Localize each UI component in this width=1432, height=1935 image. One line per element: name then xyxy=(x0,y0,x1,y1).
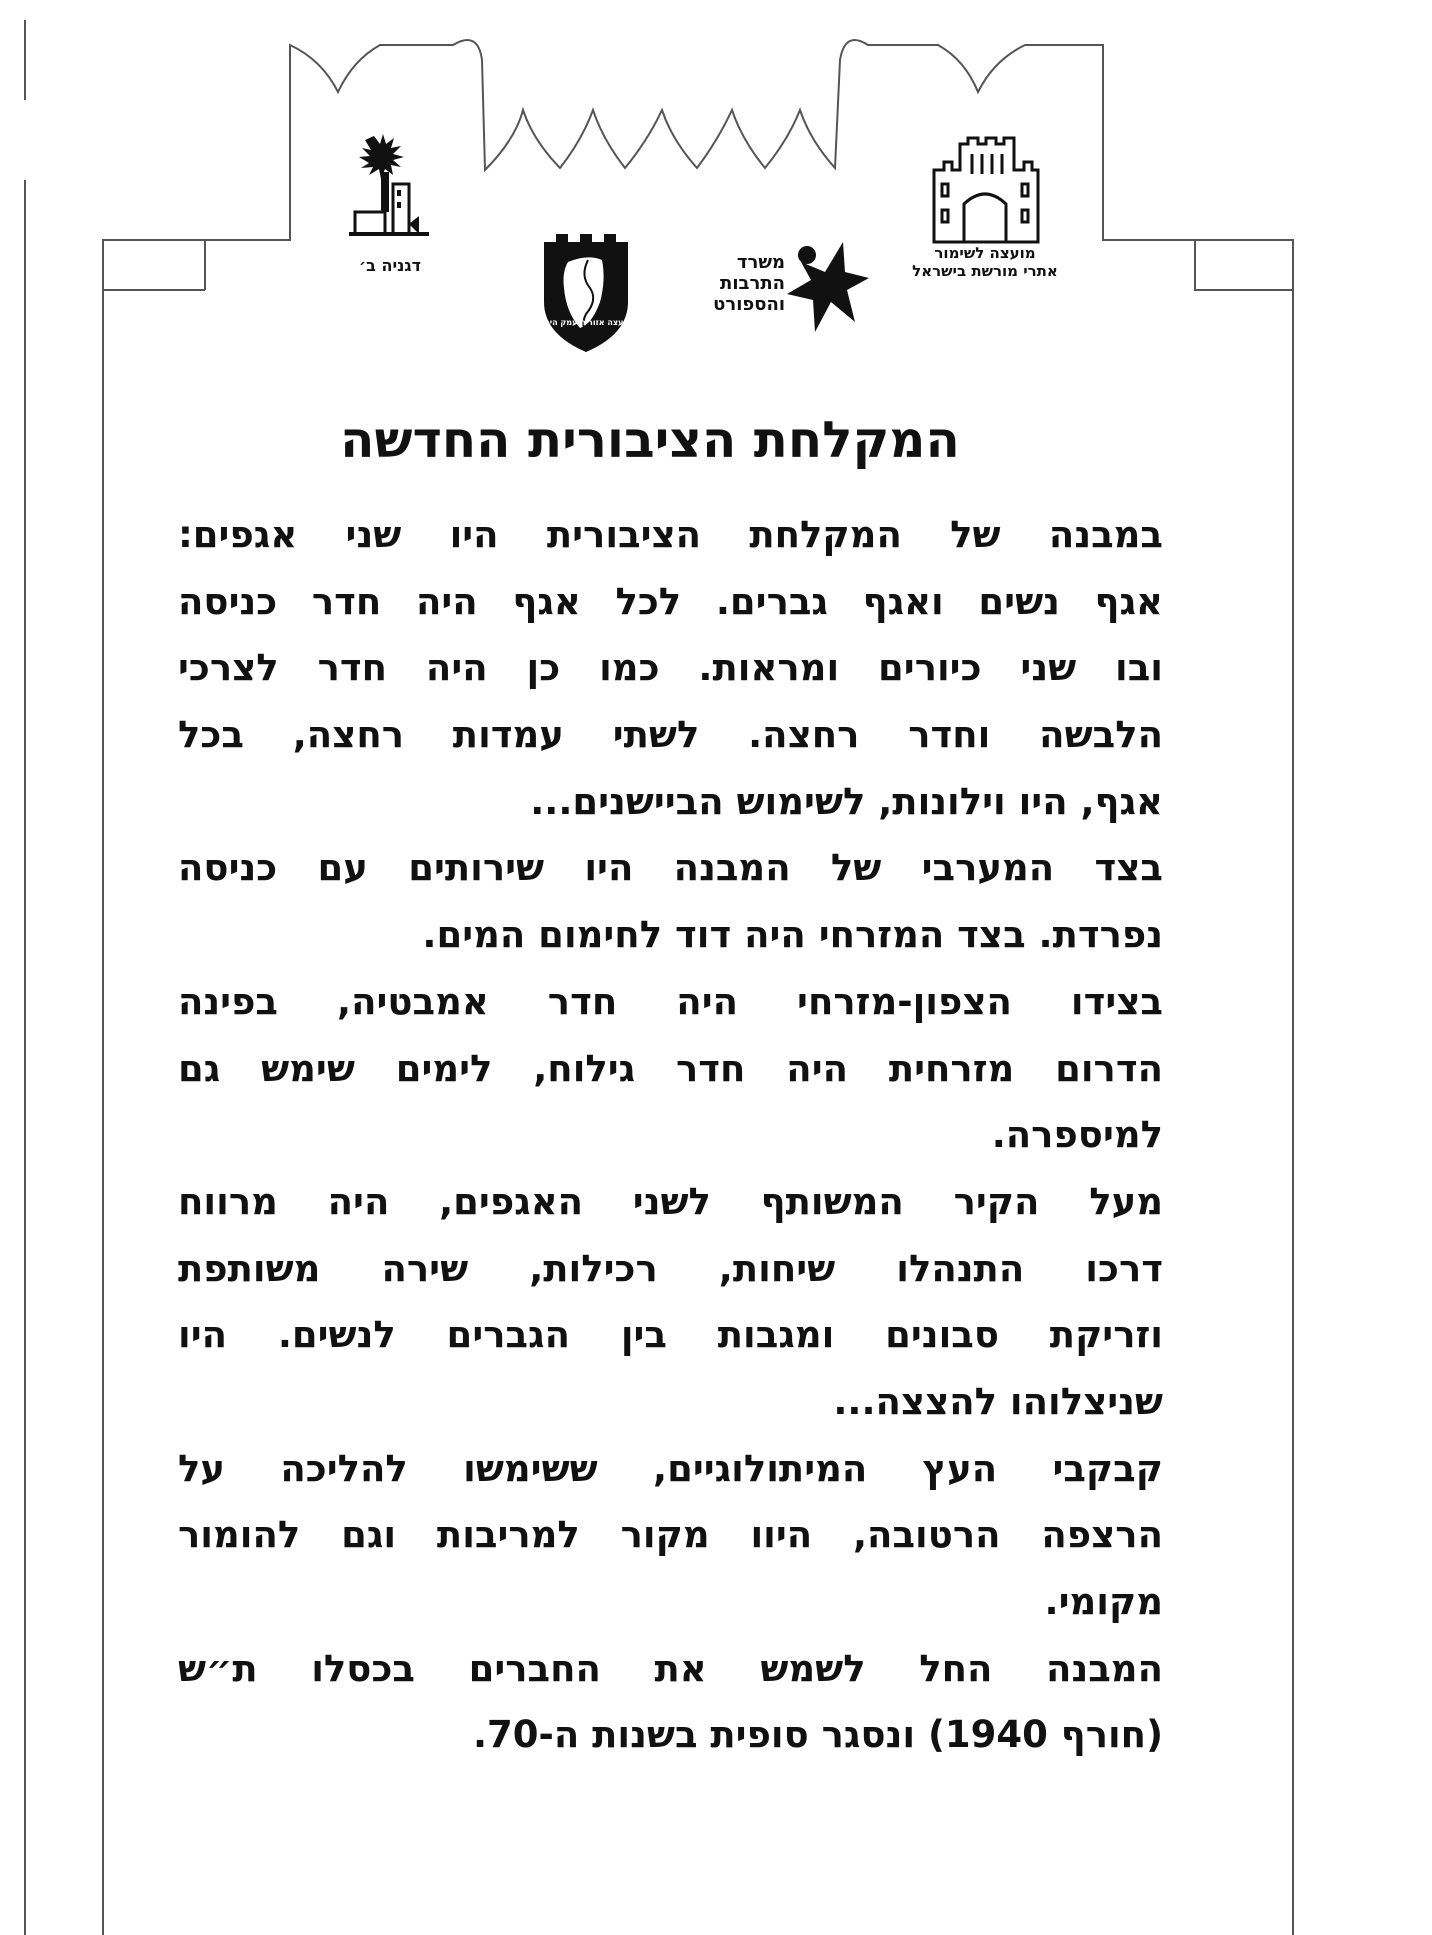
body-line: דרכו התנהלו שיחות, רכילות, שירה משותפת xyxy=(178,1246,1163,1290)
castle-gate-icon xyxy=(930,134,1040,244)
body-line: אגף נשים ואגף גברים. לכל אגף היה חדר כניסה xyxy=(178,579,1163,623)
star-figure-icon xyxy=(785,240,870,335)
body-line: נפרדת. בצד המזרחי היה דוד לחימום המים. xyxy=(422,913,1163,957)
body-line: במבנה של המקלחת הציבורית היו שני אגפים: xyxy=(178,513,1163,556)
ministry-logo-label-line3: והספורט xyxy=(713,294,785,315)
body-line: בצד המערבי של המבנה היו שירותים עם כניסה xyxy=(178,846,1163,890)
body-line: אגף, היו וילונות, לשימוש הביישנים... xyxy=(530,779,1163,823)
body-line: המבנה החל לשמש את החברים בכסלו ת״ש xyxy=(178,1646,1163,1690)
body-line: ובו שני כיורים ומראות. כמו כן היה חדר לצרכי xyxy=(178,646,1163,690)
body-line: שניצלוהו להצצה... xyxy=(833,1379,1163,1423)
heritage-logo-label-line2: אתרי מורשת בישראל xyxy=(912,262,1058,280)
body-line: (חורף 1940) ונסגר סופית בשנות ה-70. xyxy=(472,1713,1163,1757)
body-line: קבקבי העץ המיתולוגיים, ששימשו להליכה על xyxy=(178,1446,1163,1490)
ministry-star-logo xyxy=(785,240,870,335)
body-line: הלבשה וחדר רחצה. לשתי עמדות רחצה, בכל xyxy=(178,713,1163,757)
page-title: המקלחת הציבורית החדשה xyxy=(340,411,960,469)
emek-hayarden-logo-label: מועצה אזורית עמק הירדן xyxy=(537,318,632,327)
body-line: בצידו הצפון-מזרחי היה חדר אמבטיה, בפינה xyxy=(178,979,1163,1023)
emek-hayarden-shield-logo xyxy=(537,232,632,354)
ministry-logo-label-line1: משרד xyxy=(736,252,785,273)
dganya-logo-label: דגניה ב׳ xyxy=(359,256,421,275)
ministry-logo-label-line2: התרבות xyxy=(720,273,785,294)
body-line: מעל הקיר המשותף לשני האגפים, היה מרווח xyxy=(178,1179,1163,1223)
heritage-council-logo xyxy=(930,134,1040,244)
body-line: הדרום מזרחית היה חדר גילוח, לימים שימש גם xyxy=(178,1046,1163,1090)
body-line: למיספרה. xyxy=(991,1113,1163,1157)
body-line: וזריקת סבונים ומגבות בין הגברים לנשים. היו xyxy=(178,1313,1163,1357)
palm-tree-icon xyxy=(345,132,435,242)
body-line: הרצפה הרטובה, היוו מקור למריבות וגם להומור xyxy=(178,1513,1163,1557)
body-line: מקומי. xyxy=(1044,1580,1163,1623)
dganya-logo xyxy=(345,132,435,242)
body-text xyxy=(178,502,1163,1769)
heritage-logo-label-line1: מועצה לשימור xyxy=(934,244,1036,262)
